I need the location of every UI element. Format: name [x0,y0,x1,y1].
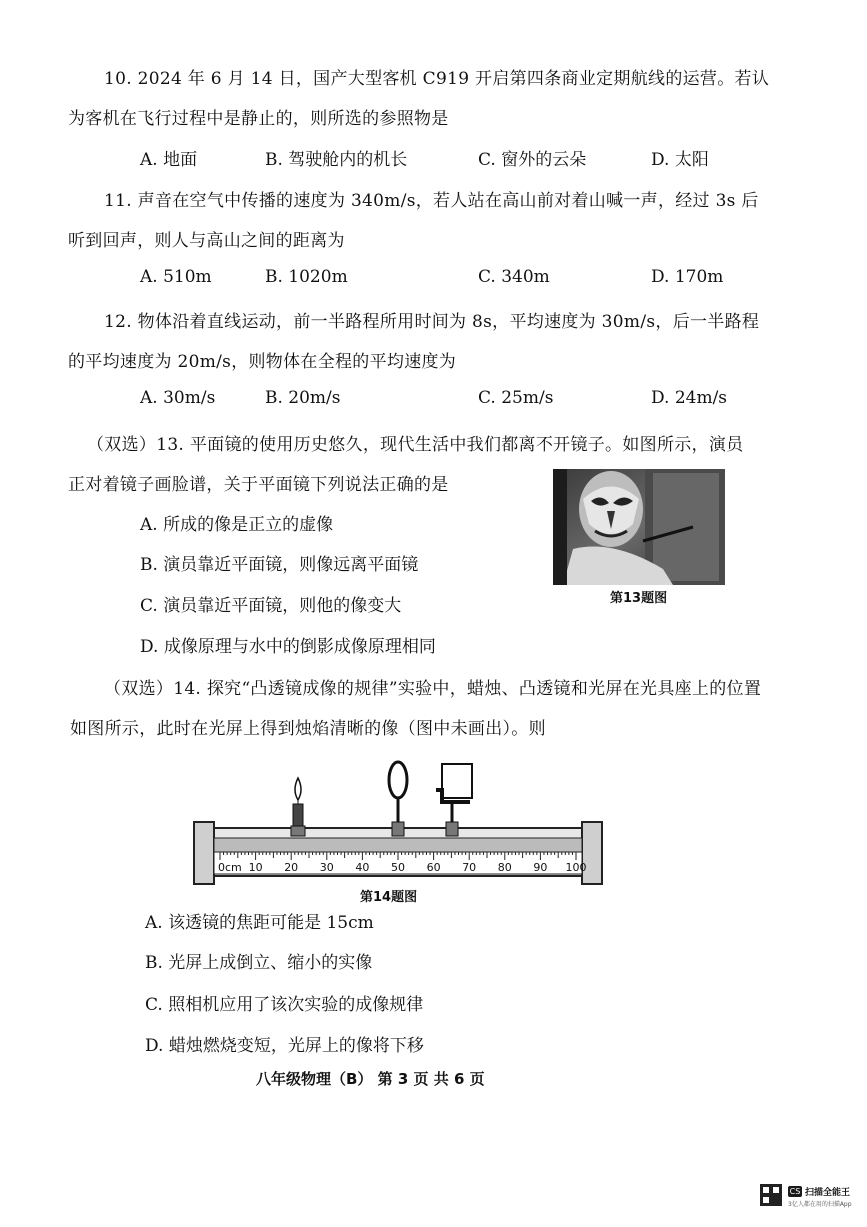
ruler-label: 30 [319,861,334,874]
q12-stem-line1: 12. 物体沿着直线运动，前一半路程所用时间为 8s，平均速度为 30m/s，后一半路程 [104,312,760,332]
q12-option-b: B. 20m/s [265,388,341,408]
q11-option-b: B. 1020m [265,267,348,287]
q10-option-a: A. 地面 [140,150,198,170]
q14-stem-line1: （双选）14. 探究“凸透镜成像的规律”实验中，蜡烛、凸透镜和光屏在光具座上的位置 [104,679,762,699]
ruler-label: 70 [462,861,477,874]
q13-mirror-photo [553,469,725,585]
q11-option-a: A. 510m [140,267,212,287]
q14-optical-bench-figure [190,760,615,890]
ruler-label: 10 [248,861,263,874]
q10-option-c: C. 窗外的云朵 [478,150,587,170]
q11-option-c: C. 340m [478,267,550,287]
cs-logo-icon: CS [789,1187,801,1196]
q14-stem-line2: 如图所示，此时在光屏上得到烛焰清晰的像（图中未画出）。则 [70,719,546,739]
scanner-name: 扫描全能王 [805,1188,851,1198]
q14-option-d: D. 蜡烛燃烧变短，光屏上的像将下移 [145,1036,424,1056]
q13-figure-caption: 第13题图 [610,591,668,606]
q11-option-d: D. 170m [651,267,724,287]
ruler-label: 20 [284,861,299,874]
q11-stem-line2: 听到回声，则人与高山之间的距离为 [68,231,345,251]
q10-option-b: B. 驾驶舱内的机长 [265,150,408,170]
q10-stem-line2: 为客机在飞行过程中是静止的，则所选的参照物是 [68,109,449,129]
q14-figure-caption: 第14题图 [360,890,418,905]
q10-option-d: D. 太阳 [651,150,709,170]
ruler-label: 0cm [218,861,242,874]
q12-stem-line2: 的平均速度为 20m/s，则物体在全程的平均速度为 [68,352,457,372]
ruler-label: 90 [533,861,548,874]
q12-option-a: A. 30m/s [140,388,216,408]
ruler-label: 40 [355,861,370,874]
page-footer: 八年级物理（B） 第 3 页 共 6 页 [256,1070,485,1088]
q13-option-b: B. 演员靠近平面镜，则像远离平面镜 [140,555,419,575]
q13-stem-line1: （双选）13. 平面镜的使用历史悠久，现代生活中我们都离不开镜子。如图所示，演员 [87,435,744,455]
q13-option-d: D. 成像原理与水中的倒影成像原理相同 [140,637,436,657]
q12-option-d: D. 24m/s [651,388,728,408]
q10-stem-line1: 10. 2024 年 6 月 14 日，国产大型客机 C919 开启第四条商业定期航线的运营。若认 [104,69,770,89]
q13-stem-line2: 正对着镜子画脸谱，关于平面镜下列说法正确的是 [68,475,449,495]
q14-option-c: C. 照相机应用了该次实验的成像规律 [145,995,424,1015]
q12-option-c: C. 25m/s [478,388,554,408]
q14-option-b: B. 光屏上成倒立、缩小的实像 [145,953,373,973]
q13-option-a: A. 所成的像是正立的虚像 [140,515,334,535]
scanner-watermark [760,1180,860,1220]
q11-stem-line1: 11. 声音在空气中传播的速度为 340m/s，若人站在高山前对着山喊一声，经过 3s 后 [104,191,759,211]
ruler-label: 60 [426,861,441,874]
ruler-label: 50 [391,861,405,874]
qr-code-icon [760,1184,782,1206]
ruler-label: 80 [497,861,512,874]
q13-option-c: C. 演员靠近平面镜，则他的像变大 [140,596,402,616]
ruler-label: 100 [565,861,587,874]
scanner-tagline: 3亿人都在用的扫描App [788,1201,852,1208]
q14-option-a: A. 该透镜的焦距可能是 15cm [145,913,374,933]
